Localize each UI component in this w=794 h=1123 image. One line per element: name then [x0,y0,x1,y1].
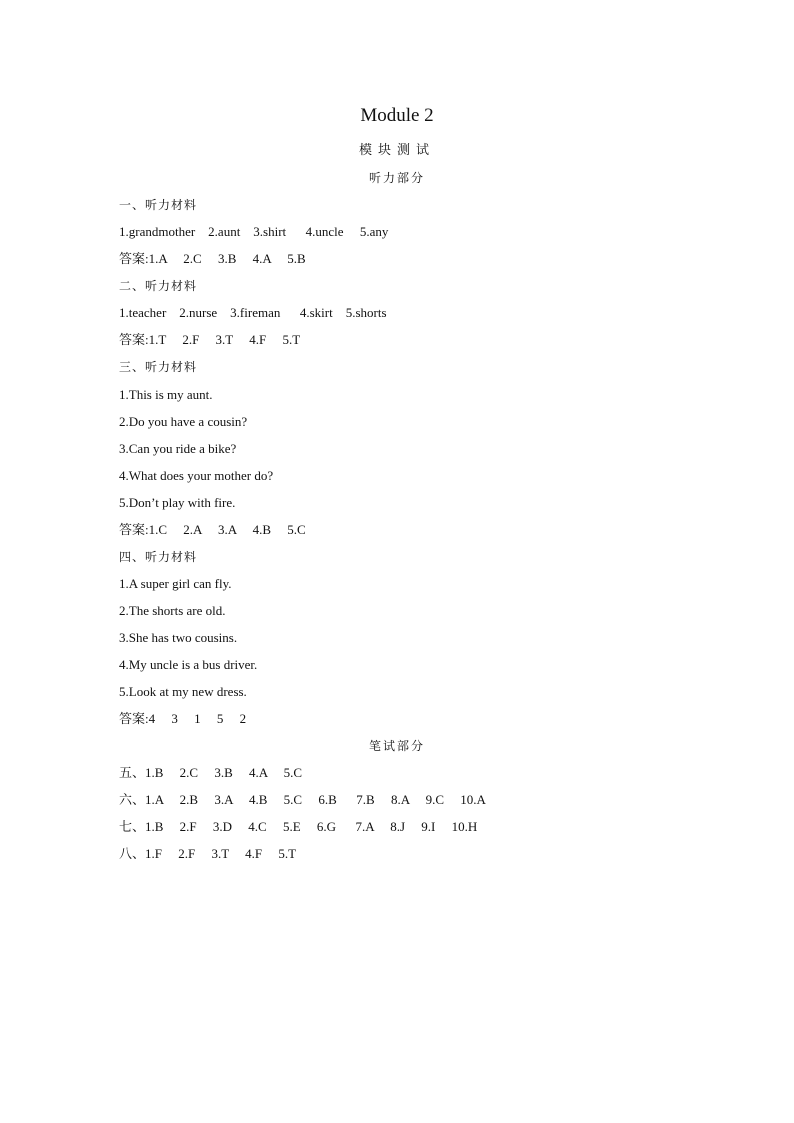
section-4-line: 2.The shorts are old. [119,603,226,618]
section-7-answers: 七、1.B 2.F 3.D 4.C 5.E 6.G 7.A 8.J 9.I 10.H [119,819,478,834]
section-3-line: 5.Don’t play with fire. [119,495,236,510]
writing-heading: 笔试部分 [368,739,425,753]
section-3-heading: 三、听力材料 [119,360,198,374]
section-4-answer: 答案:4 3 1 5 2 [119,711,247,726]
section-1-words: 1.grandmother 2.aunt 3.shirt 4.uncle 5.any [119,224,389,239]
section-8-answers: 八、1.F 2.F 3.T 4.F 5.T [119,846,297,861]
page-subtitle: 模块测试 [358,143,435,158]
section-3-line: 4.What does your mother do? [119,468,274,483]
section-4-heading: 四、听力材料 [119,550,198,564]
section-3-line: 2.Do you have a cousin? [119,414,248,429]
section-4-line: 4.My uncle is a bus driver. [119,657,258,672]
section-4-line: 1.A super girl can fly. [119,576,232,591]
section-5-answers: 五、1.B 2.C 3.B 4.A 5.C [119,765,303,780]
section-3-answer: 答案:1.C 2.A 3.A 4.B 5.C [119,522,306,537]
section-3-line: 1.This is my aunt. [119,387,213,402]
listening-heading: 听力部分 [368,171,425,185]
section-4-line: 5.Look at my new dress. [119,684,247,699]
section-3-line: 3.Can you ride a bike? [119,441,237,456]
section-2-words: 1.teacher 2.nurse 3.fireman 4.skirt 5.shorts [119,305,387,320]
section-6-answers: 六、1.A 2.B 3.A 4.B 5.C 6.B 7.B 8.A 9.C 10.A [119,792,486,807]
page-title: Module 2 [360,105,434,126]
section-1-heading: 一、听力材料 [119,198,198,212]
section-1-answer: 答案:1.A 2.C 3.B 4.A 5.B [119,251,306,266]
section-4-line: 3.She has two cousins. [119,630,238,645]
section-2-heading: 二、听力材料 [119,279,198,293]
section-2-answer: 答案:1.T 2.F 3.T 4.F 5.T [119,332,301,347]
